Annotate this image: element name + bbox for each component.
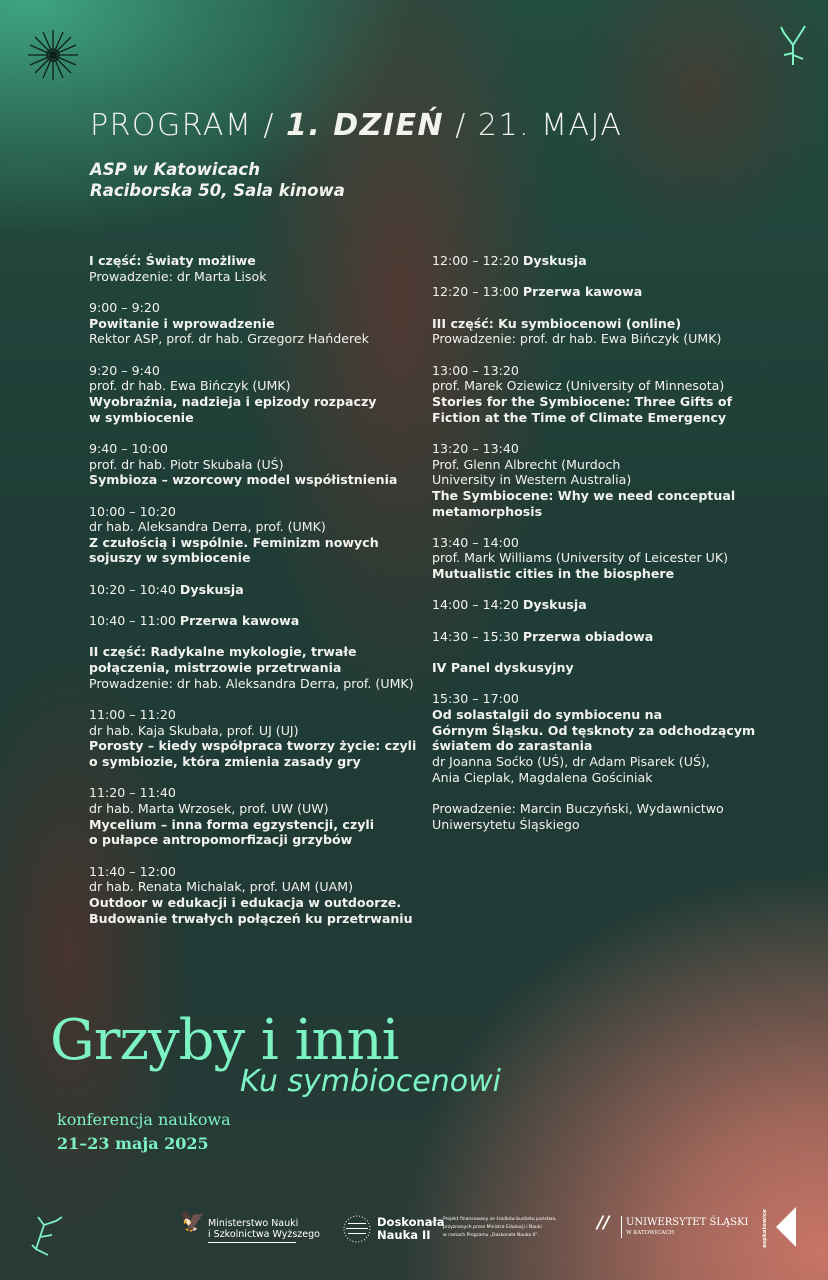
schedule-spacer: [432, 519, 755, 535]
schedule-bold-text: Symbioza – wzorcowy model współistnienia: [89, 472, 398, 488]
schedule-line: [432, 331, 755, 347]
us-line2: W KATOWICACH: [626, 1230, 675, 1236]
program-label: PROGRAM: [90, 108, 253, 143]
schedule-line: [432, 817, 755, 833]
venue-address: Raciborska 50, Sala kinowa: [90, 181, 345, 200]
schedule-bold-text: IV Panel dyskusyjny: [432, 660, 574, 676]
schedule-text: University in Western Australia): [432, 472, 632, 488]
schedule-line: [432, 566, 755, 582]
schedule-spacer: [432, 582, 755, 598]
schedule-text: 14:00 – 14:20: [432, 597, 523, 613]
schedule-spacer: [432, 347, 755, 363]
schedule-line: [89, 410, 416, 426]
schedule-text: dr hab. Renata Michalak, prof. UAM (UAM): [89, 879, 354, 895]
schedule-spacer: [89, 425, 416, 441]
schedule-spacer: [432, 300, 755, 316]
schedule-line: [89, 801, 416, 817]
schedule-text: 13:40 – 14:00: [432, 534, 519, 550]
venue-name: ASP w Katowicach: [90, 160, 260, 179]
schedule-line: [89, 707, 416, 723]
schedule-line: [89, 895, 416, 911]
schedule-line: [89, 644, 416, 660]
schedule-line: [89, 754, 416, 770]
schedule-line: [432, 410, 755, 426]
schedule-line: [432, 597, 755, 613]
schedule-line: [89, 363, 416, 379]
schedule-text: dr hab. Marta Wrzosek, prof. UW (UW): [89, 800, 329, 816]
conference-title: Grzyby i inni: [50, 1008, 399, 1073]
schedule-line: [89, 864, 416, 880]
schedule-bold-text: Budowanie trwałych połączeń ku przetrwaniu: [89, 910, 413, 926]
schedule-line: [432, 253, 755, 269]
schedule-line: [89, 817, 416, 833]
schedule-spacer: [432, 425, 755, 441]
schedule-line: [432, 457, 755, 473]
schedule-line: [89, 269, 416, 285]
schedule-text: 11:40 – 12:00: [89, 863, 176, 879]
eagle-icon: 🦅: [180, 1209, 205, 1233]
schedule-line: [432, 629, 755, 645]
schedule-text: dr hab. Aleksandra Derra, prof. (UMK): [89, 519, 326, 535]
dn-line1: Doskonała: [377, 1215, 445, 1229]
conference-subtitle: Ku symbiocenowi: [240, 1064, 501, 1099]
schedule-spacer: [89, 566, 416, 582]
separator: /: [444, 108, 478, 143]
schedule-line: [89, 832, 416, 848]
schedule-text: 10:00 – 10:20: [89, 503, 176, 519]
schedule-bold-text: Powitanie i wprowadzenie: [89, 315, 275, 331]
schedule-line: [432, 801, 755, 817]
schedule-text: 9:00 – 9:20: [89, 299, 160, 315]
schedule-spacer: [89, 347, 416, 363]
schedule-bold-text: sojuszy w symbiocenie: [89, 550, 251, 566]
mycelium-circle-icon: [26, 28, 80, 82]
schedule-bold-text: o pułapce antropomorfizacji grzybów: [89, 832, 353, 848]
schedule-line: [89, 378, 416, 394]
schedule-text: Rektor ASP, prof. dr hab. Grzegorz Hańderek: [89, 331, 369, 347]
funding-line1: Projekt finansowany ze środków budżetu państwa,: [443, 1217, 557, 1222]
schedule-line: [89, 441, 416, 457]
schedule-bold-text: Z czułością i wspólnie. Feminizm nowych: [89, 534, 379, 550]
schedule-spacer: [432, 785, 755, 801]
us-line1: UNIWERSYTET ŚLĄSKI: [626, 1217, 749, 1228]
schedule-text: 11:00 – 11:20: [89, 707, 176, 723]
schedule-bold-text: I część: Światy możliwe: [89, 253, 256, 268]
schedule-bold-text: Mutualistic cities in the biosphere: [432, 566, 675, 582]
schedule-line: [432, 284, 755, 300]
schedule-text: 12:20 – 13:00: [432, 284, 523, 300]
schedule-spacer: [89, 691, 416, 707]
schedule-line: [432, 691, 755, 707]
conference-dates: 21–23 maja 2025: [57, 1134, 209, 1153]
schedule-text: dr Joanna Soćko (UŚ), dr Adam Pisarek (UŚ),: [432, 754, 710, 769]
schedule-bold-text: Outdoor w edukacji i edukacja w outdoorze.: [89, 894, 402, 910]
schedule-spacer: [432, 613, 755, 629]
schedule-text: dr hab. Kaja Skubała, prof. UJ (UJ): [89, 722, 299, 738]
schedule-spacer: [432, 644, 755, 660]
schedule-spacer: [89, 284, 416, 300]
schedule-text: Prowadzenie: Marcin Buczyński, Wydawnictwo: [432, 800, 724, 816]
branch-small-icon: [30, 1215, 66, 1257]
schedule-bold-text: Górnym Śląsku. Od tęsknoty za odchodzącym: [432, 722, 756, 738]
schedule-line: [432, 472, 755, 488]
schedule-line: [89, 316, 416, 332]
us-mark-icon: //: [597, 1213, 610, 1233]
schedule-text: 15:30 – 17:00: [432, 691, 519, 707]
schedule-bold-text: w symbiocenie: [89, 409, 194, 425]
schedule-line: [89, 519, 416, 535]
schedule-bold-text: Dyskusja: [522, 253, 587, 268]
schedule-text: prof. dr hab. Piotr Skubała (UŚ): [89, 456, 284, 472]
date-label: 21. MAJA: [477, 108, 623, 143]
schedule-line: [89, 911, 416, 927]
schedule-line: [432, 770, 755, 786]
schedule-line: [89, 253, 416, 269]
schedule-line: [89, 550, 416, 566]
schedule-text: 10:40 – 11:00: [89, 613, 180, 629]
schedule-line: [432, 535, 755, 551]
schedule-bold-text: Od solastalgii do symbiocenu na: [432, 707, 663, 723]
schedule-line: [89, 535, 416, 551]
schedule-text: Prowadzenie: prof. dr hab. Ewa Bińczyk (UMK): [432, 331, 722, 347]
schedule-line: [89, 457, 416, 473]
schedule-line: [432, 738, 755, 754]
schedule-text: 9:20 – 9:40: [89, 362, 160, 378]
schedule-line: [89, 676, 416, 692]
page-title: [90, 108, 622, 143]
schedule-bold-text: Przerwa kawowa: [179, 613, 300, 629]
schedule-text: Ania Cieplak, Magdalena Gościniak: [432, 769, 653, 785]
schedule-bold-text: II część: Radykalne mykologie, trwałe: [89, 644, 357, 660]
dn-line2: Nauka II: [377, 1228, 431, 1242]
schedule-text: prof. Marek Oziewicz (University of Minnesota): [432, 378, 725, 394]
ministry-line2: i Szkolnictwa Wyższego: [208, 1229, 320, 1240]
schedule-bold-text: o symbiozie, która zmienia zasady gry: [89, 754, 361, 769]
schedule-spacer: [432, 269, 755, 285]
schedule-spacer: [89, 629, 416, 645]
schedule-bold-text: The Symbiocene: Why we need conceptual: [432, 487, 736, 503]
schedule-text: Prof. Glenn Albrecht (Murdoch: [432, 456, 621, 472]
schedule-bold-text: Wyobraźnia, nadzieja i epizody rozpaczy: [89, 393, 377, 409]
schedule-line: [432, 550, 755, 566]
schedule-text: 10:20 – 10:40: [89, 581, 180, 597]
schedule-line: [432, 378, 755, 394]
schedule-spacer: [89, 597, 416, 613]
schedule-line: [432, 504, 755, 520]
schedule-line: [432, 660, 755, 676]
funding-line2: przyznanych przez Ministra Edukacji i Nauki: [443, 1225, 542, 1230]
schedule-spacer: [89, 770, 416, 786]
schedule-spacer: [89, 848, 416, 864]
schedule-line: [432, 754, 755, 770]
schedule-text: prof. dr hab. Ewa Bińczyk (UMK): [89, 378, 291, 394]
schedule-bold-text: Dyskusja: [522, 597, 587, 613]
schedule-line: [432, 316, 755, 332]
dots-globe-icon: [342, 1214, 372, 1244]
schedule-line: [89, 738, 416, 754]
schedule-text: Uniwersytetu Śląskiego: [432, 816, 580, 832]
asp-triangle-icon: [776, 1207, 796, 1247]
schedule-text: 13:00 – 13:20: [432, 362, 519, 378]
schedule-bold-text: Dyskusja: [179, 581, 244, 597]
schedule-bold-text: metamorphosis: [432, 503, 543, 519]
schedule-line: [89, 300, 416, 316]
schedule-line: [432, 441, 755, 457]
schedule-bold-text: światem do zarastania: [432, 738, 593, 754]
schedule-line: [432, 707, 755, 723]
schedule-bold-text: Mycelium – inna forma egzystencji, czyli: [89, 816, 375, 832]
schedule-line: [89, 472, 416, 488]
schedule-left-column: [89, 253, 416, 926]
schedule-bold-text: Stories for the Symbiocene: Three Gifts of: [432, 393, 733, 409]
schedule-text: Prowadzenie: dr Marta Lisok: [89, 268, 267, 284]
schedule-bold-text: Fiction at the Time of Climate Emergency: [432, 409, 727, 425]
separator: /: [252, 108, 287, 143]
schedule-line: [89, 331, 416, 347]
schedule-right-column: [432, 253, 755, 832]
schedule-spacer: [89, 488, 416, 504]
schedule-text: 9:40 – 10:00: [89, 440, 168, 456]
schedule-line: [89, 660, 416, 676]
schedule-bold-text: Przerwa obiadowa: [522, 628, 654, 644]
schedule-line: [432, 394, 755, 410]
schedule-line: [89, 723, 416, 739]
schedule-line: [89, 785, 416, 801]
asp-label: aspkatowice: [761, 1209, 768, 1248]
schedule-bold-text: Przerwa kawowa: [522, 284, 643, 300]
day-label: 1. DZIEŃ: [286, 108, 445, 143]
schedule-bold-text: połączenia, mistrzowie przetrwania: [89, 660, 342, 676]
schedule-bold-text: Porosty – kiedy współpraca tworzy życie: czyli: [89, 738, 417, 754]
schedule-line: [432, 723, 755, 739]
schedule-line: [89, 613, 416, 629]
schedule-text: prof. Mark Williams (University of Leicester UK): [432, 550, 729, 566]
branch-icon: [778, 25, 808, 67]
schedule-text: 13:20 – 13:40: [432, 440, 519, 456]
schedule-line: [89, 582, 416, 598]
ministry-line1: Ministerstwo Nauki: [208, 1218, 299, 1229]
schedule-spacer: [432, 676, 755, 692]
schedule-line: [89, 394, 416, 410]
schedule-line: [432, 488, 755, 504]
asp-katowice-logo: [760, 1205, 800, 1250]
schedule-line: [89, 879, 416, 895]
schedule-line: [89, 504, 416, 520]
schedule-line: [432, 363, 755, 379]
schedule-text: 12:00 – 12:20: [432, 253, 523, 268]
funding-line3: w ramach Programu „Doskonała Nauka II”.: [443, 1233, 540, 1238]
schedule-text: Prowadzenie: dr hab. Aleksandra Derra, prof. (UMK): [89, 675, 414, 691]
conference-kind: konferencja naukowa: [57, 1110, 231, 1129]
schedule-text: 14:30 – 15:30: [432, 628, 523, 644]
schedule-text: 11:20 – 11:40: [89, 785, 176, 801]
schedule-bold-text: III część: Ku symbiocenowi (online): [432, 315, 682, 331]
